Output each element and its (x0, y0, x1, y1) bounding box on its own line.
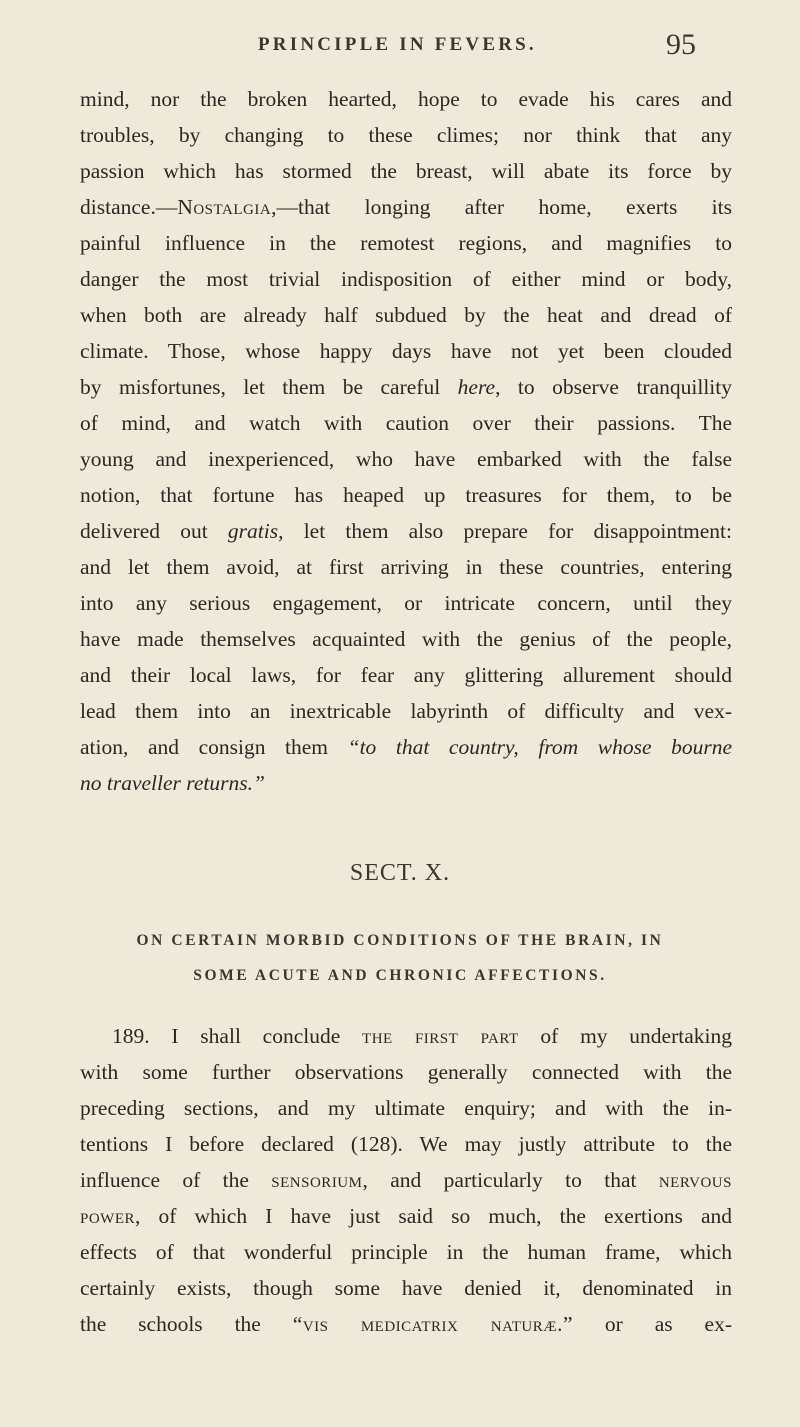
section-subhead-line: ON CERTAIN MORBID CONDITIONS OF THE BRAIN, IN (136, 932, 664, 949)
text-run: distance.— (80, 195, 178, 219)
text-line: certainly exists, though some have denied it, denominated in (80, 1276, 732, 1300)
text-line: with some further observations generally connected with the (80, 1060, 732, 1084)
page-number: 95 (666, 28, 696, 61)
text-line (112, 1022, 732, 1050)
text-run: or as ex- (573, 1312, 732, 1336)
text-run: by misfortunes, let them be careful (80, 375, 458, 399)
term-sensorium: sensorium (271, 1168, 363, 1192)
text-line (80, 373, 732, 401)
section-subhead-line: SOME ACUTE AND CHRONIC AFFECTIONS. (193, 967, 607, 984)
text-run: , let them also prepare for disappointment: (278, 519, 733, 543)
text-line: of mind, and watch with caution over their passions. The (80, 411, 732, 435)
text-line (80, 733, 732, 761)
text-line: have made themselves acquainted with the genius of the people, (80, 627, 732, 651)
emphasis-here: here (457, 375, 496, 399)
term-nostalgia: Nostalgia (177, 195, 272, 219)
text-run: , to observe tranquillity (495, 375, 732, 399)
text-line: young and inexperienced, who have embarked with the false (80, 447, 732, 471)
text-line: into any serious engagement, or intricate concern, until they (80, 591, 732, 615)
term-nervous: nervous (658, 1168, 732, 1192)
text-line: mind, nor the broken hearted, hope to evade his cares and (80, 87, 732, 111)
text-line: tentions I before declared (128). We may justly attribute to the (80, 1132, 732, 1156)
text-line: climate. Those, whose happy days have not yet been clouded (80, 339, 732, 363)
text-run: of my undertaking (518, 1024, 732, 1048)
section-title: SECT. X. (349, 860, 451, 886)
term-first-part: the first part (362, 1024, 519, 1048)
text-line: lead them into an inextricable labyrinth of difficulty and vex- (80, 699, 732, 723)
text-line (80, 193, 732, 221)
running-head (0, 30, 800, 70)
text-run: ,—that longing after home, exerts its (271, 195, 732, 219)
text-run: influence of the (80, 1168, 272, 1192)
text-run: 189. I shall conclude (112, 1024, 363, 1048)
text-line: troubles, by changing to these climes; nor think that any (80, 123, 732, 147)
text-run: , and particularly to that (362, 1168, 659, 1192)
text-line: when both are already half subdued by the heat and dread of (80, 303, 732, 327)
text-line: danger the most trivial indisposition of either mind or body, (80, 267, 732, 291)
term-vis-medicatrix: “vis medicatrix naturæ.” (292, 1312, 574, 1336)
term-power: power (80, 1204, 135, 1228)
text-line: and their local laws, for fear any glittering allurement should (80, 663, 732, 687)
text-run: ation, and consign them (80, 735, 348, 759)
running-head-title: PRINCIPLE IN FEVERS. (258, 34, 537, 55)
quotation: “to that country, from whose bourne (347, 735, 732, 759)
text-line: notion, that fortune has heaped up treasures for them, to be (80, 483, 732, 507)
text-line: preceding sections, and my ultimate enquiry; and with the in- (80, 1096, 732, 1120)
text-run: the schools the (80, 1312, 293, 1336)
text-line (80, 1202, 732, 1230)
text-line: and let them avoid, at first arriving in these countries, entering (80, 555, 732, 579)
text-line (80, 1166, 732, 1194)
text-line: no traveller returns.” (80, 771, 265, 795)
text-line: effects of that wonderful principle in the human frame, which (80, 1240, 732, 1264)
text-line (80, 517, 732, 545)
text-run: , of which I have just said so much, the exertions and (135, 1204, 732, 1228)
text-line (80, 1310, 732, 1338)
text-line: painful influence in the remotest regions, and magnifies to (80, 231, 732, 255)
text-run: delivered out (80, 519, 228, 543)
text-line: passion which has stormed the breast, will abate its force by (80, 159, 732, 183)
emphasis-gratis: gratis (227, 519, 279, 543)
